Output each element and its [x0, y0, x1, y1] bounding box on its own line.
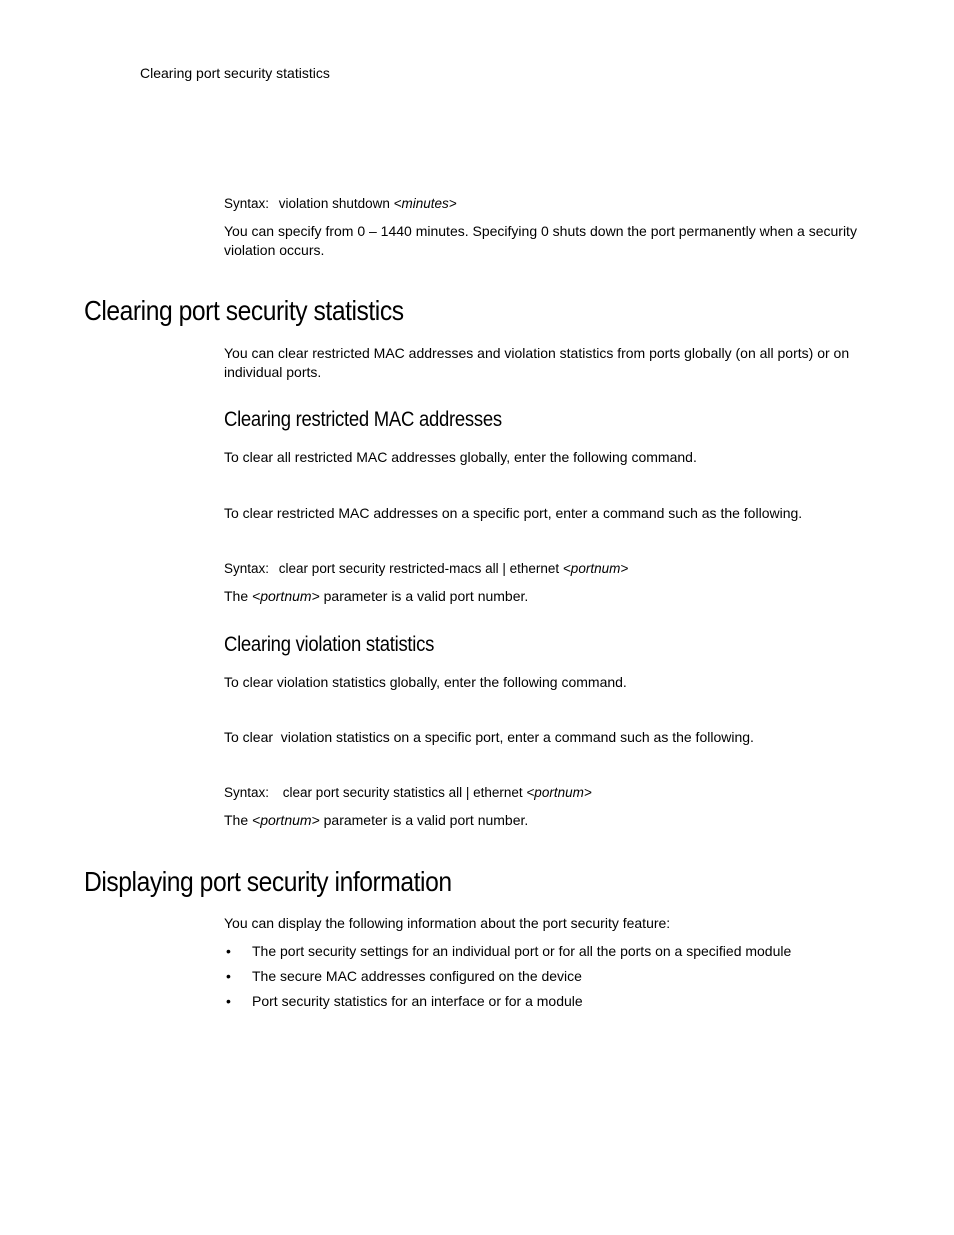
restricted-global-paragraph: To clear all restricted MAC addresses globally, enter the following command. — [224, 449, 697, 465]
restricted-port-paragraph: To clear restricted MAC addresses on a specific port, enter a command such as the following. — [224, 505, 803, 521]
syntax-label: Syntax: — [224, 561, 270, 576]
list-item — [224, 966, 791, 991]
syntax-restricted-macs — [224, 561, 628, 576]
syntax-command: clear port security restricted-macs all | ethernet — [278, 561, 560, 576]
syntax-violation-statistics — [224, 785, 592, 800]
violation-port-paragraph: To clear violation statistics on a specific port, enter a command such as the following. — [224, 729, 754, 745]
param-argument: <portnum> — [252, 588, 320, 604]
display-bullet-list — [224, 941, 791, 1016]
param-text-post: parameter is a valid port number. — [319, 812, 529, 828]
section-heading-clearing: Clearing port security statistics — [84, 295, 404, 326]
syntax-argument: <minutes> — [393, 196, 457, 211]
running-header: Clearing port security statistics — [140, 65, 330, 81]
param-text-pre: The — [224, 812, 253, 828]
param-argument: <portnum> — [252, 812, 320, 828]
list-item-text: The port security settings for an individual port or for all the ports on a specified module — [252, 943, 792, 959]
param-text-post: parameter is a valid port number. — [319, 588, 529, 604]
list-item — [224, 991, 791, 1016]
syntax-argument: <portnum> — [562, 561, 629, 576]
syntax-violation-shutdown — [224, 196, 457, 211]
subheading-violation-stats: Clearing violation statistics — [224, 633, 435, 656]
bullet-icon: • — [226, 968, 231, 984]
syntax-label: Syntax: — [224, 196, 270, 211]
displaying-intro-paragraph: You can display the following information about the port security feature: — [224, 915, 671, 931]
clearing-intro-paragraph: You can clear restricted MAC addresses and violation statistics from ports globally (on all ports) or on individual ports. — [224, 345, 850, 380]
list-item — [224, 941, 791, 966]
restricted-param-paragraph — [224, 587, 528, 606]
minutes-paragraph: You can specify from 0 – 1440 minutes. Specifying 0 shuts down the port permanently when a security violation occurs. — [224, 223, 857, 258]
bullet-icon: • — [226, 943, 231, 959]
violation-param-paragraph — [224, 811, 528, 830]
list-item-text: Port security statistics for an interface or for a module — [252, 993, 583, 1009]
subheading-restricted-macs: Clearing restricted MAC addresses — [224, 408, 502, 431]
syntax-label: Syntax: — [224, 785, 270, 800]
param-text-pre: The — [224, 588, 253, 604]
violation-global-paragraph: To clear violation statistics globally, enter the following command. — [224, 674, 627, 690]
section-heading-displaying: Displaying port security information — [84, 866, 452, 897]
list-item-text: The secure MAC addresses configured on the device — [252, 968, 582, 984]
bullet-icon: • — [226, 993, 231, 1009]
syntax-command: clear port security statistics all | ethernet — [282, 785, 523, 800]
syntax-command: violation shutdown — [278, 196, 390, 211]
syntax-argument: <portnum> — [526, 785, 592, 800]
